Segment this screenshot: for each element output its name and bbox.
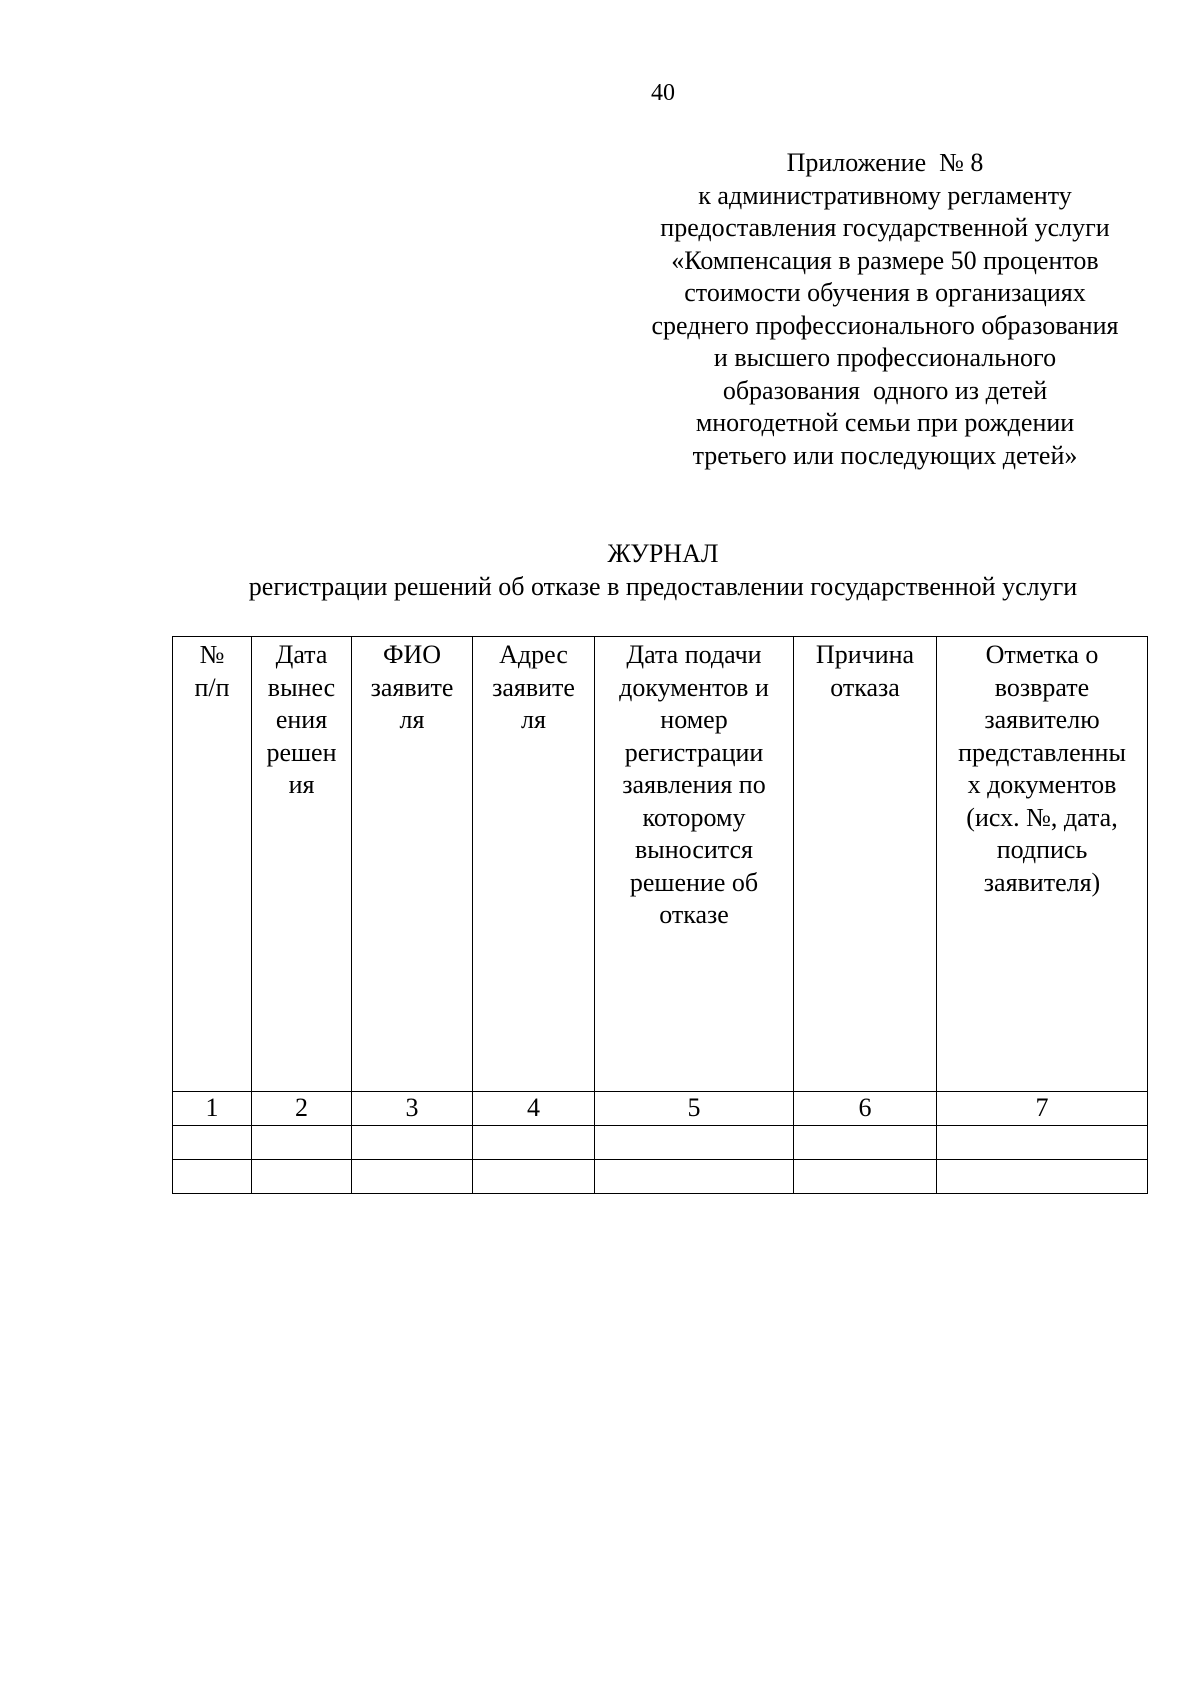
appendix-line: Приложение № 8	[786, 148, 984, 177]
header-line: ия	[288, 770, 315, 799]
header-row	[173, 637, 1148, 1092]
column-number: 1	[173, 1092, 252, 1126]
header-line: документов и	[619, 672, 769, 702]
header-line: п/п	[194, 672, 230, 702]
appendix-line: «Компенсация в размере 50 процентов	[671, 245, 1099, 275]
header-line: заявителю	[984, 705, 1100, 734]
header-line: Дата	[275, 640, 328, 669]
column-number: 2	[252, 1092, 352, 1126]
header-line: отказа	[830, 672, 900, 702]
header-line: Адрес	[499, 640, 568, 669]
table-cell	[173, 1160, 252, 1194]
column-number: 6	[794, 1092, 937, 1126]
header-line: заявления по	[622, 770, 766, 799]
header-line: представленны	[958, 737, 1126, 767]
header-line: решение об	[629, 867, 759, 897]
header-line: ля	[399, 705, 425, 734]
header-cell-submission-date	[595, 637, 794, 1092]
table-row	[173, 1160, 1148, 1194]
page-number: 40	[651, 80, 675, 106]
header-line: номер	[660, 705, 728, 734]
column-number: 4	[473, 1092, 595, 1126]
table-cell	[595, 1160, 794, 1194]
header-line: ля	[521, 705, 546, 734]
table-cell	[352, 1126, 473, 1160]
table-cell	[252, 1160, 352, 1194]
appendix-line: и высшего профессионального	[713, 343, 1057, 372]
table-cell	[794, 1126, 937, 1160]
table-cell	[937, 1126, 1148, 1160]
table-cell	[794, 1160, 937, 1194]
header-cell-number	[173, 637, 252, 1092]
appendix-line: к административному регламенту	[698, 180, 1072, 210]
header-cell-return-mark	[937, 637, 1148, 1092]
appendix-line: среднего профессионального образования	[651, 310, 1119, 340]
journal-title: ЖУРНАЛ	[607, 539, 719, 568]
table-cell	[937, 1160, 1148, 1194]
header-line: заявите	[370, 672, 454, 702]
table-cell	[352, 1160, 473, 1194]
appendix-line: третьего или последующих детей»	[692, 440, 1078, 470]
header-line: (исх. №, дата,	[966, 802, 1118, 832]
header-line: Дата подачи	[626, 640, 762, 669]
header-line: которому	[642, 802, 746, 832]
table-cell	[252, 1126, 352, 1160]
table-cell	[173, 1126, 252, 1160]
appendix-header	[615, 147, 1155, 472]
header-line: Отметка о	[985, 640, 1099, 669]
header-cell-refusal-reason	[794, 637, 937, 1092]
table-row	[173, 1126, 1148, 1160]
appendix-line: образования одного из детей	[722, 375, 1048, 405]
journal-subtitle: регистрации решений об отказе в предоставлении государственной услуги	[248, 572, 1078, 601]
table-cell	[595, 1126, 794, 1160]
column-number-row	[173, 1092, 1148, 1126]
column-number: 7	[937, 1092, 1148, 1126]
header-line: №	[199, 640, 225, 669]
table-cell	[473, 1126, 595, 1160]
header-line: заявите	[492, 672, 575, 702]
register-table	[172, 636, 1148, 1194]
header-line: ения	[275, 705, 328, 734]
header-line: возврате	[994, 672, 1090, 702]
header-line: х документов	[967, 770, 1117, 799]
header-cell-applicant-name	[352, 637, 473, 1092]
header-line: вынес	[267, 672, 336, 702]
header-line: решен	[266, 737, 337, 767]
column-number: 3	[352, 1092, 473, 1126]
header-cell-applicant-address	[473, 637, 595, 1092]
appendix-line: многодетной семьи при рождении	[695, 408, 1075, 437]
appendix-line: предоставления государственной услуги	[660, 213, 1110, 242]
table-cell	[473, 1160, 595, 1194]
header-line: отказе	[659, 900, 729, 929]
header-line: подпись	[996, 835, 1088, 864]
header-cell-decision-date	[252, 637, 352, 1092]
header-line: Причина	[815, 640, 915, 669]
column-number: 5	[595, 1092, 794, 1126]
appendix-line: стоимости обучения в организациях	[684, 278, 1086, 307]
header-line: выносится	[635, 835, 753, 864]
header-line: заявителя)	[983, 867, 1101, 897]
header-line: регистрации	[624, 737, 764, 767]
header-line: ФИО	[382, 640, 442, 669]
